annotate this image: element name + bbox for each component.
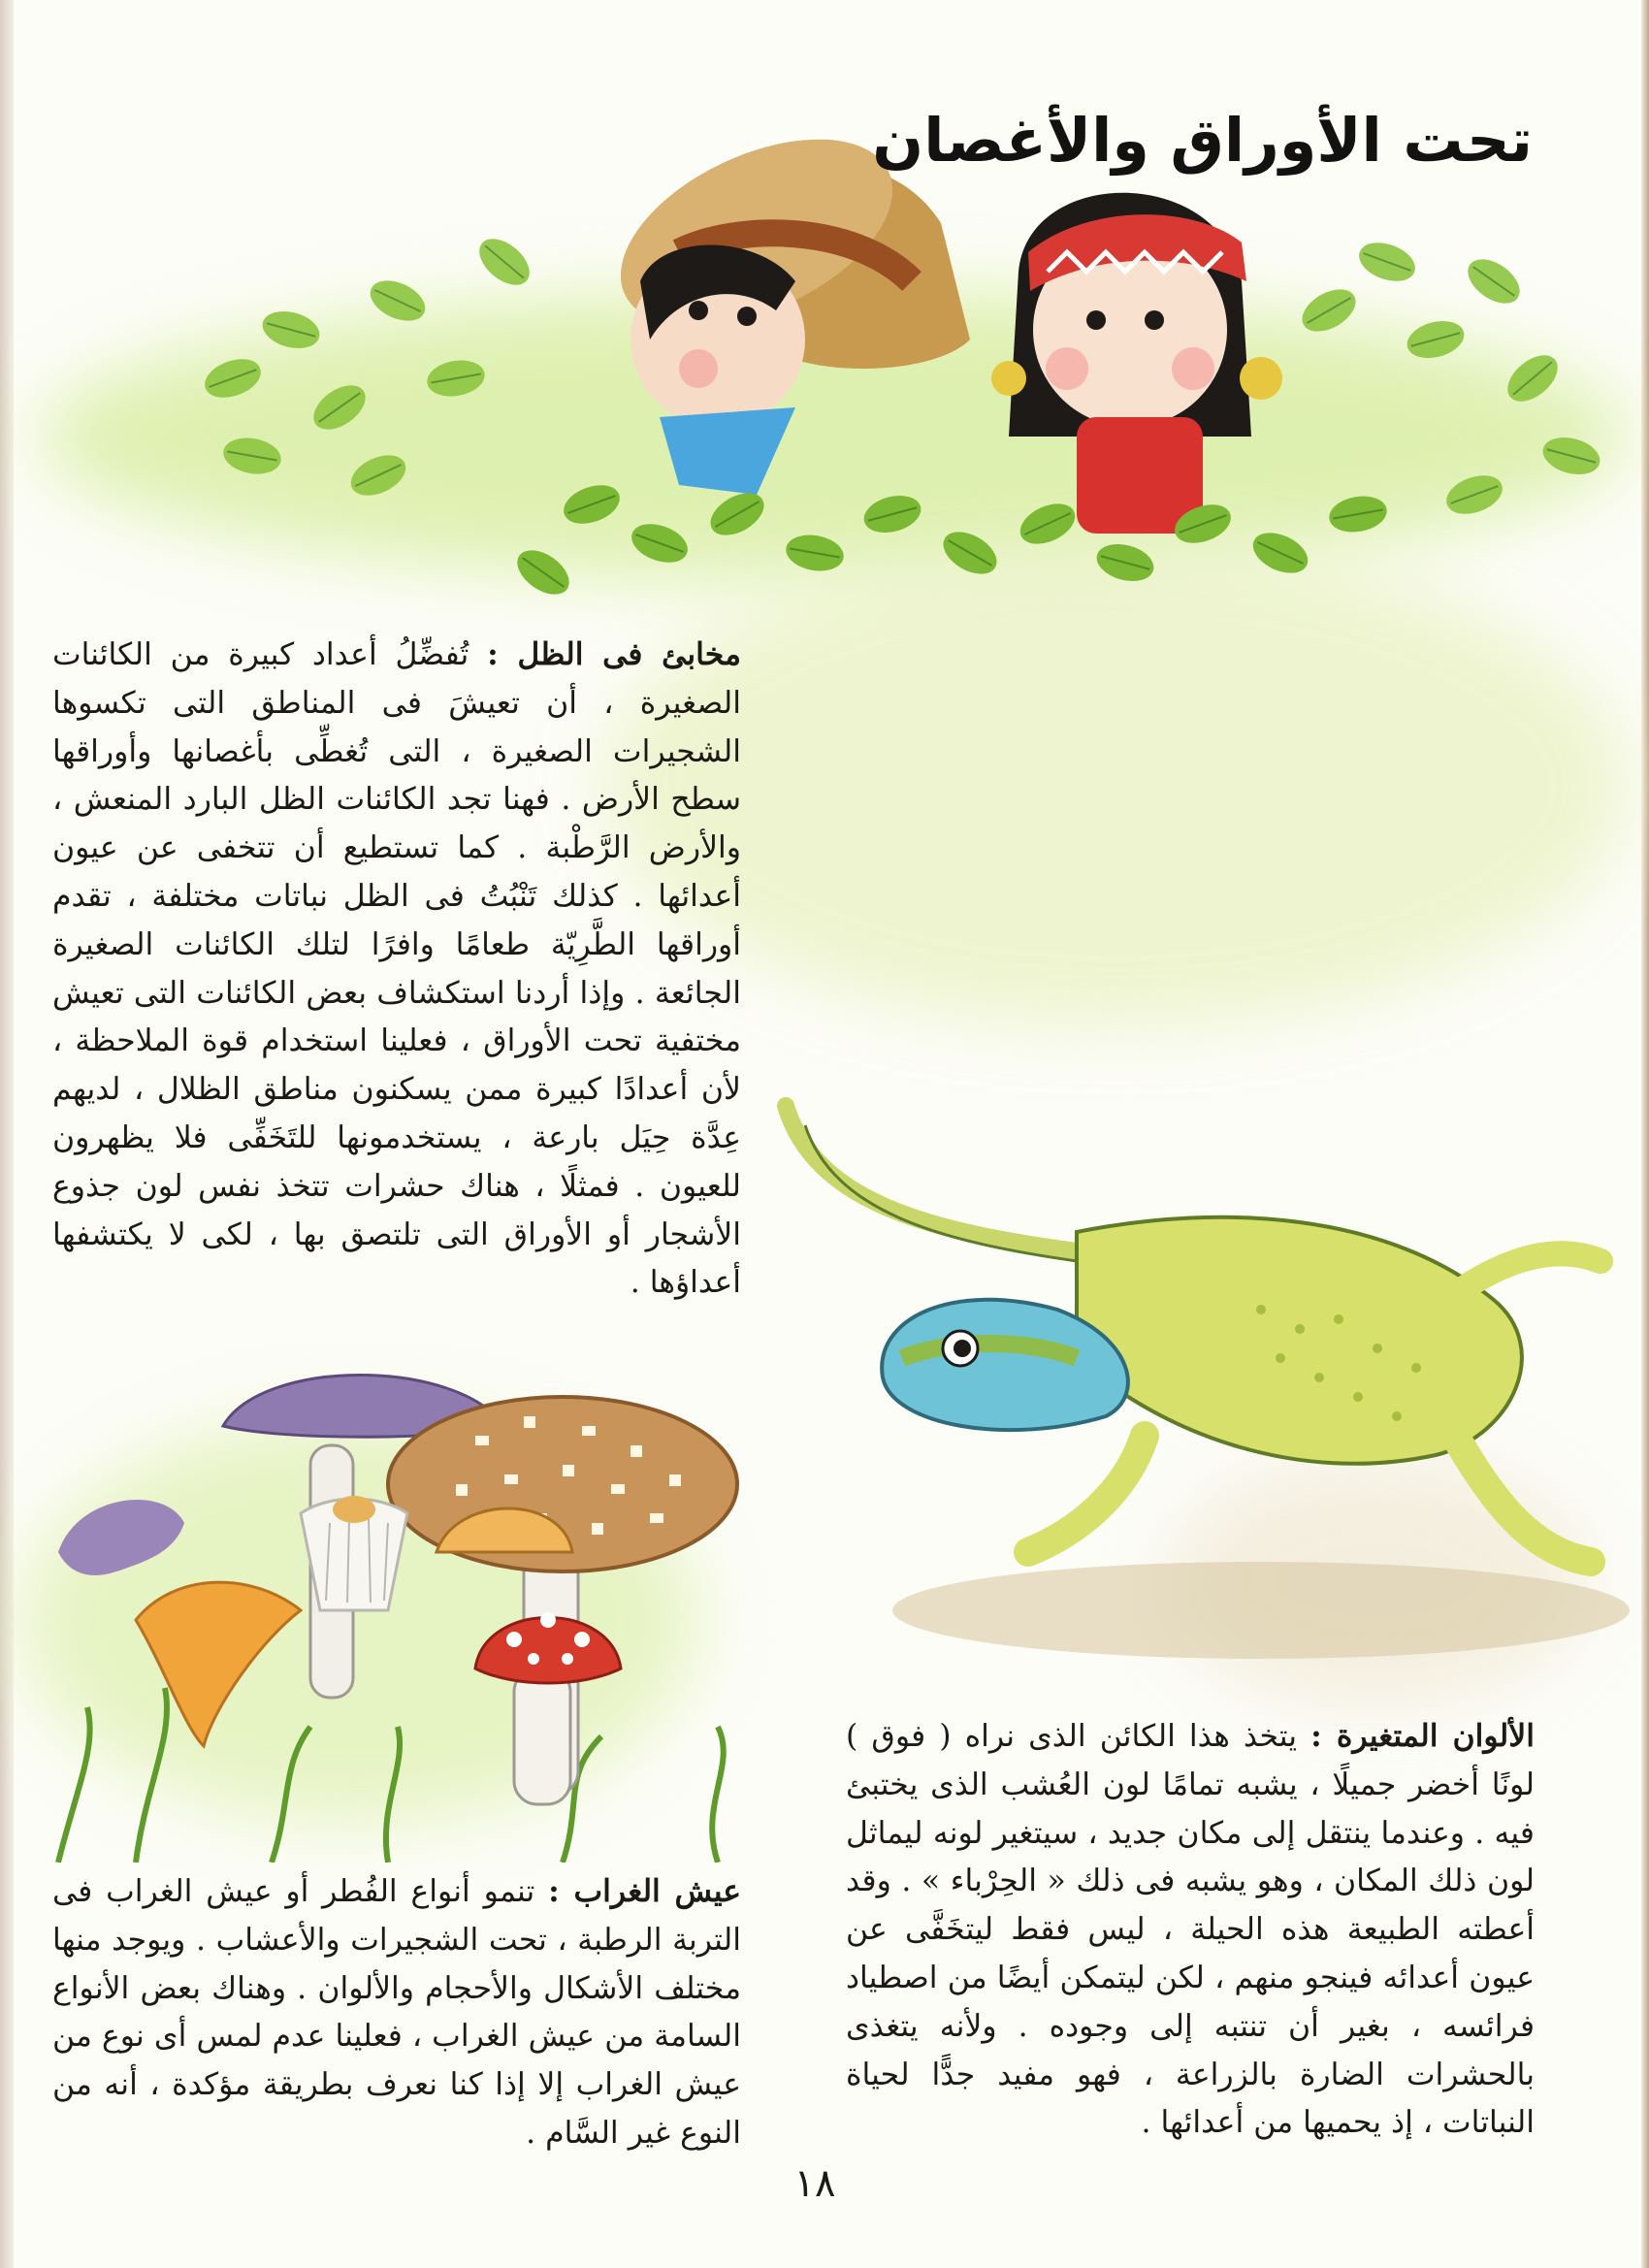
page-left-edge bbox=[0, 0, 14, 2268]
section-heading: الألوان المتغيرة : bbox=[1310, 1718, 1535, 1754]
section-heading: عيش الغراب : bbox=[548, 1873, 741, 1909]
section-body: تنمو أنواع الفُطر أو عيش الغراب فى التربة الرطبة ، تحت الشجيرات والأعشاب . ويوجد منها مختلف الأشكال والأحجام والألوان . وهناك بعض الأنواع السامة من عيش الغراب ، فعلينا عدم لمس أى نوع من عيش الغراب إلا إذا كنا نعرف بطريقة مؤكدة ، أنه من النوع غير السَّام . bbox=[52, 1874, 741, 2151]
page-title: تحت الأوراق والأغصان bbox=[872, 105, 1533, 176]
section-shade-hideouts bbox=[52, 631, 741, 1308]
section-body: يتخذ هذا الكائن الذى نراه ( فوق ) لونًا أخضر جميلًا ، يشبه تمامًا لون العُشب الذى يختبئ فيه . وعندما ينتقل إلى مكان جديد ، سيتغير لونه ليماثل لون ذلك المكان ، وهو يشبه فى ذلك « الحِرْباء » . وقد أعطته الطبيعة هذه الحيلة ، ليس فقط ليتخَفَّى عن عيون أعدائه فينجو منهم ، لكن ليتمكن أيضًا من اصطياد فرائسه ، بغير أن تنتبه إلى وجوده . ولأنه يتغذى بالحشرات الضارة بالزراعة ، فهو مفيد جدًّا لحياة النباتات ، إذ يحميها من أعدائها . bbox=[846, 1719, 1535, 2141]
section-changing-colors bbox=[846, 1712, 1535, 2148]
page-number: ١٨ bbox=[793, 2161, 836, 2206]
mushrooms-illustration bbox=[19, 1319, 970, 1863]
section-body: تُفضِّلُ أعداد كبيرة من الكائنات الصغيرة ، أن تعيشَ فى المناطق التى تكسوها الشجيرات الصغيرة ، التى تُغطِّى بأغصانها وأوراقها سطح الأرض . فهنا تجد الكائنات الظل البارد المنعش ، والأرض الرَّطْبة . كما تستطيع أن تتخفى عن عيون أعدائها . كذلك تَنْبُتُ فى الظل نباتات مختلفة ، تقدم أوراقها الطَّرِيّة طعامًا وافرًا لتلك الكائنات الصغيرة الجائعة . وإذا أردنا استكشاف بعض الكائنات التى تعيش مختفية تحت الأوراق ، فعلينا استخدام قوة الملاحظة ، لأن أعدادًا كبيرة ممن يسكنون مناطق الظلال ، لديهم عِدَّة حِيَل بارعة ، يستخدمونها للتَخَفِّى فلا يظهرون للعيون . فمثلًا ، هناك حشرات تتخذ نفس لون جذوع الأشجار أو الأوراق التى تلتصق بها ، لكى لا يكتشفها أعداؤها . bbox=[52, 637, 741, 1301]
section-toadstools bbox=[52, 1867, 741, 2158]
girl-figure bbox=[991, 193, 1282, 534]
section-heading: مخابئ فى الظل : bbox=[487, 636, 741, 672]
page-right-edge bbox=[1641, 0, 1649, 2268]
